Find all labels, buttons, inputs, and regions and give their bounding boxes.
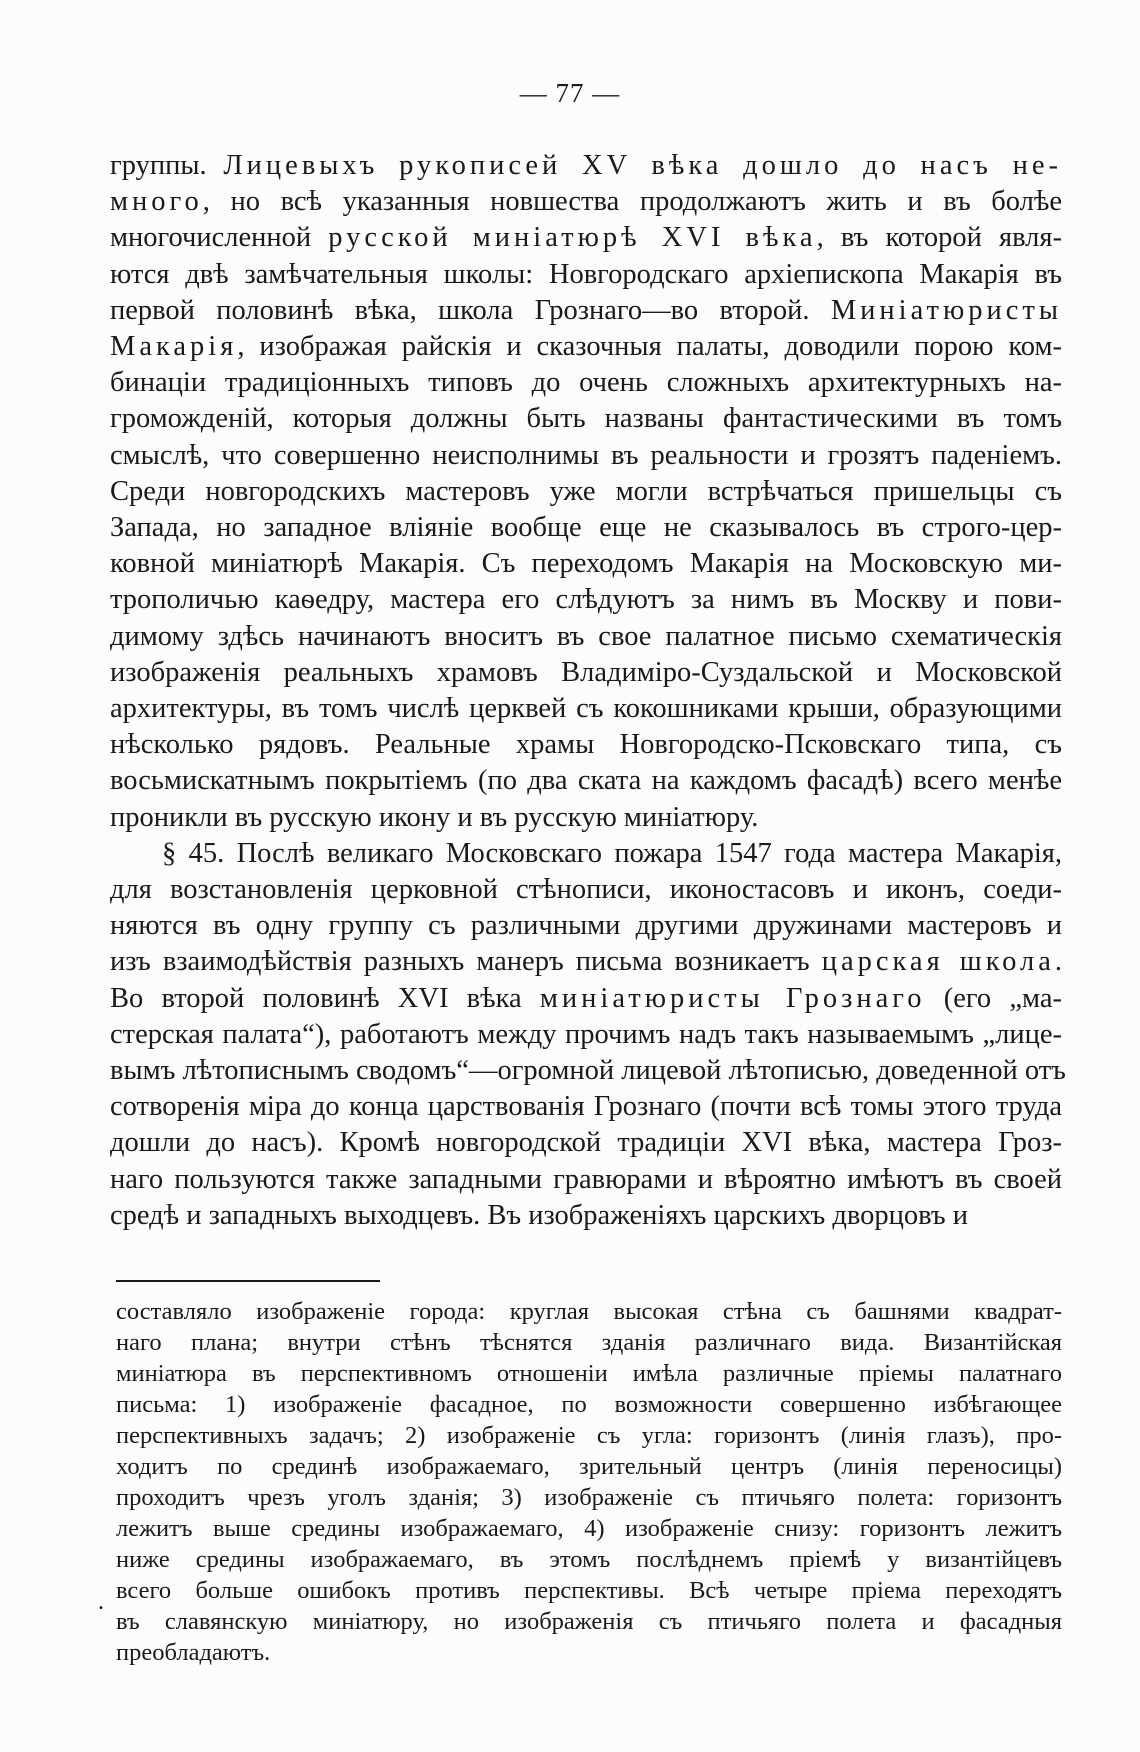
- footnote-line: наго плана; внутри стѣнъ тѣснятся зданія различнаго вида. Византійская: [116, 1329, 1062, 1356]
- text-line: [110, 257, 1062, 293]
- footnote-line: письма: 1) изображеніе фасадное, по возможности совершенно избѣгающее: [116, 1391, 1062, 1418]
- text-run: ковной миніатюрѣ Макарія. Съ переходомъ Макарія на Московскую ми-: [110, 548, 1062, 580]
- text-line: [110, 836, 1062, 872]
- text-line: [110, 1017, 1062, 1053]
- spaced-emphasis: царская школа: [821, 946, 1055, 978]
- text-line: [110, 184, 1062, 220]
- text-run: , въ которой явля-: [816, 222, 1062, 254]
- text-run: для возстановленія церковной стѣнописи, иконостасовъ и иконъ, соеди-: [110, 874, 1062, 906]
- footnote-line: миніатюра въ перспективномъ отношеніи имѣла различные пріемы палатнаго: [116, 1360, 1062, 1387]
- text-run: архитектуры, въ томъ числѣ церквей съ кокошниками крыши, образующими: [110, 693, 1062, 725]
- text-line: [110, 148, 1062, 184]
- text-run: вымъ лѣтописнымъ сводомъ“—огромной лицевой лѣтописью, доведенной отъ: [110, 1055, 1066, 1087]
- text-line: [110, 800, 1062, 836]
- text-line: [110, 763, 1062, 799]
- spaced-emphasis: много: [110, 186, 203, 218]
- text-line: [110, 872, 1062, 908]
- text-run: Среди новгородскихъ мастеровъ уже могли встрѣчаться пришельцы съ: [110, 475, 1062, 507]
- footnote-separator: [116, 1280, 380, 1282]
- text-run: (его „ма-: [925, 982, 1062, 1014]
- spaced-emphasis: Лицевыхъ рукописей XV вѣка дошло до насъ не-: [223, 150, 1062, 181]
- footnote-line: перспективныхъ задачъ; 2) изображеніе съ угла: горизонтъ (линія глазъ), про-: [116, 1422, 1062, 1449]
- paragraph-1: [110, 148, 1062, 836]
- text-line: [110, 691, 1062, 727]
- text-line: [110, 1089, 1062, 1125]
- footnote-line: составляло изображеніе города: круглая высокая стѣна съ башнями квадрат-: [116, 1298, 1062, 1325]
- spaced-emphasis: Макарія: [110, 331, 238, 363]
- footnote-line: въ славянскую миніатюру, но изображенія съ птичьяго полета и фасадныя: [116, 1608, 1062, 1635]
- text-line: [110, 1053, 1066, 1089]
- footnote-line: лежитъ выше средины изображаемаго, 4) изображеніе снизу: горизонтъ лежитъ: [116, 1515, 1062, 1542]
- text-run: первой половинѣ вѣка, школа Грознаго—во второй.: [110, 294, 831, 326]
- text-line: [110, 582, 1062, 618]
- text-run: изъ взаимодѣйствія разныхъ манеръ письма возникаетъ: [110, 946, 822, 978]
- main-text: [110, 148, 1066, 1234]
- text-line: [110, 220, 1062, 256]
- text-run: средѣ и западныхъ выходцевъ. Въ изображеніяхъ царскихъ дворцовъ и: [110, 1199, 969, 1231]
- text-line: [110, 619, 1062, 655]
- margin-mark: .: [98, 1589, 104, 1615]
- text-run: проникли въ русскую икону и въ русскую миніатюру.: [110, 801, 759, 833]
- text-run: стерская палата“), работаютъ между прочимъ надъ такъ называемымъ „лице-: [110, 1018, 1062, 1050]
- text-run: , изображая райскія и сказочныя палаты, доводили порою ком-: [237, 331, 1062, 363]
- footnote-line: преобладаютъ.: [116, 1639, 271, 1666]
- text-line: [110, 365, 1062, 401]
- text-run: ются двѣ замѣчательныя школы: Новгородскаго архіепископа Макарія въ: [110, 258, 1062, 290]
- text-run: изображенія реальныхъ храмовъ Владиміро-Суздальской и Московской: [110, 656, 1062, 688]
- text-run: § 45. Послѣ великаго Московскаго пожара 1547 года мастера Макарія,: [162, 837, 1062, 869]
- text-run: , но всѣ указанныя новшества продолжаютъ жить и въ болѣе: [202, 186, 1062, 218]
- text-line: [110, 1198, 1062, 1234]
- text-run: дошли до насъ). Кромѣ новгородской традиціи XVI вѣка, мастера Гроз-: [110, 1127, 1062, 1159]
- text-run: трополичью каѳедру, мастера его слѣдуютъ за нимъ въ Москву и пови-: [110, 584, 1062, 616]
- text-line: [110, 1162, 1062, 1198]
- text-run: нѣсколько рядовъ. Реальные храмы Новгородско-Псковскаго типа, съ: [110, 729, 1062, 761]
- footnote-line: проходитъ чрезъ уголъ зданія; 3) изображеніе съ птичьяго полета: горизонтъ: [116, 1484, 1062, 1511]
- text-line: [110, 438, 1062, 474]
- text-run: многочисленной: [110, 222, 329, 254]
- text-line: [110, 474, 1062, 510]
- footnote-line: ходитъ по срединѣ изображаемаго, зрительный центръ (линія переносицы): [116, 1453, 1062, 1480]
- text-run: няются въ одну группу съ различными другими дружинами мастеровъ и: [110, 910, 1062, 942]
- text-run: Запада, но западное вліяніе вообще еще не сказывалось въ строго-цер-: [110, 512, 1062, 544]
- text-run: громожденій, которыя должны быть названы фантастическими въ томъ: [110, 403, 1062, 435]
- text-line: [110, 293, 1062, 329]
- text-line: [110, 655, 1062, 691]
- page-number: — 77 —: [519, 78, 621, 108]
- text-run: димому здѣсь начинаютъ вноситъ въ свое палатное письмо схематическія: [110, 620, 1062, 652]
- text-run: восьмискатнымъ покрытіемъ (по два ската на каждомъ фасадѣ) всего менѣе: [110, 765, 1062, 797]
- text-line: [110, 981, 1062, 1017]
- text-run: .: [1054, 946, 1062, 978]
- footnote-line: всего больше ошибокъ противъ перспективы. Всѣ четыре пріема переходятъ: [116, 1577, 1062, 1604]
- text-run: сотворенія міра до конца царствованія Грознаго (почти всѣ томы этого труда: [110, 1091, 1062, 1123]
- text-run: бинаціи традиціонныхъ типовъ до очень сложныхъ архитектурныхъ на-: [110, 367, 1062, 399]
- text-run: Во второй половинѣ XVI вѣка: [110, 982, 540, 1014]
- text-line: [110, 510, 1062, 546]
- text-line: [110, 727, 1062, 763]
- text-run: смыслѣ, что совершенно неисполнимы въ реальности и грозятъ паденіемъ.: [110, 439, 1062, 471]
- text-line: [110, 546, 1062, 582]
- text-line: [110, 329, 1062, 365]
- spaced-emphasis: миніатюристы Грознаго: [539, 982, 926, 1014]
- text-line: [110, 401, 1062, 437]
- spaced-emphasis: Миніатюристы: [830, 294, 1062, 326]
- spaced-emphasis: русской миніатюрѣ XVI вѣка: [328, 222, 817, 254]
- footnote-line: ниже средины изображаемаго, въ этомъ послѣднемъ пріемѣ у византійцевъ: [116, 1546, 1062, 1573]
- text-line: [110, 908, 1062, 944]
- footnote: [116, 1296, 1062, 1668]
- paragraph-2: [110, 836, 1066, 1234]
- text-line: [110, 944, 1062, 980]
- text-run: группы.: [110, 150, 224, 181]
- text-run: наго пользуются также западными гравюрами и вѣроятно имѣютъ въ своей: [110, 1163, 1062, 1195]
- text-line: [110, 1125, 1062, 1161]
